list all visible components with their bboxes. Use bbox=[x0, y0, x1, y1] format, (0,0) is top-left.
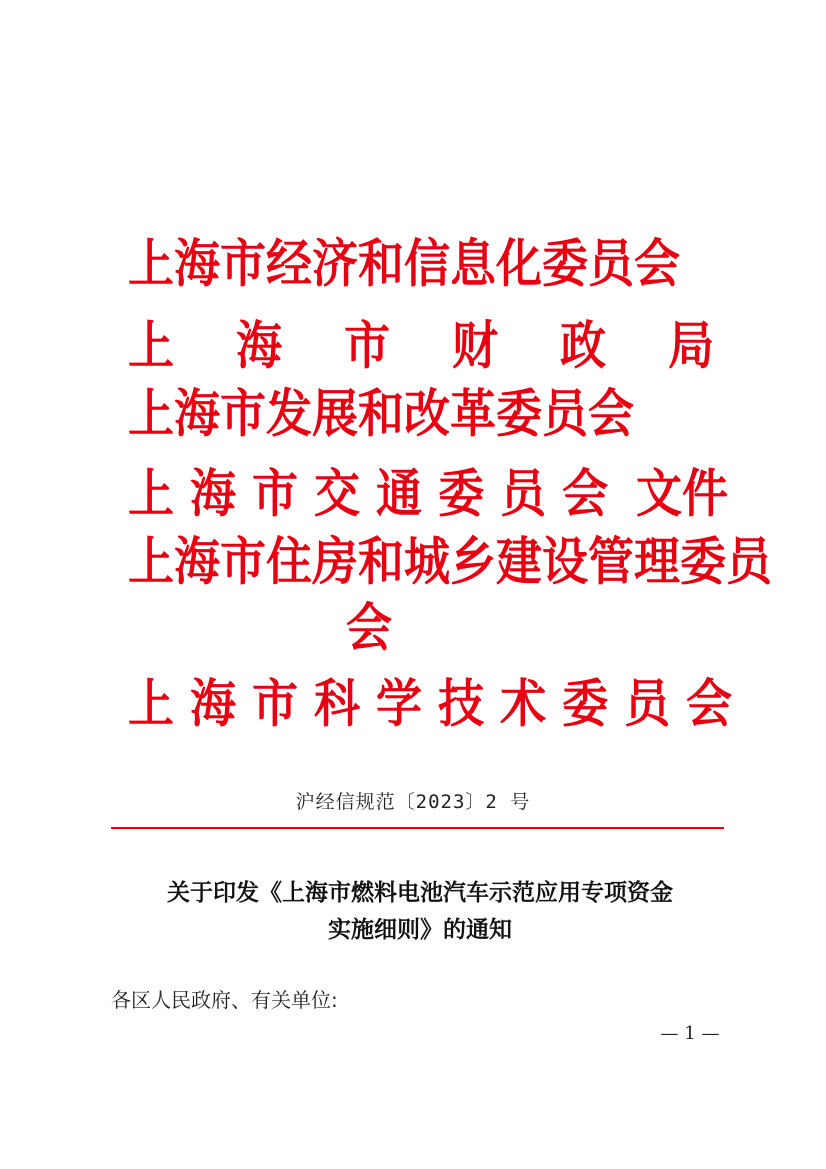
issuing-org-science-technology: 上 海 市 科 学 技 术 委 员 会 bbox=[128, 673, 733, 734]
red-divider-rule bbox=[111, 827, 724, 829]
issuing-org-economy-informatization: 上海市经济和信息化委员会 bbox=[128, 233, 680, 294]
salutation: 各区人民政府、有关单位: bbox=[111, 988, 338, 1012]
notice-title-line-2: 实施细则》的通知 bbox=[328, 916, 512, 943]
document-number: 沪经信规范〔2023〕2 号 bbox=[295, 791, 531, 813]
document-suffix-wenjian: 文件 bbox=[636, 463, 728, 524]
issuing-org-development-reform: 上海市发展和改革委员会 bbox=[128, 383, 634, 444]
issuing-org-housing-construction-continued: 会 bbox=[346, 597, 392, 658]
issuing-org-transportation: 上 海 市 交 通 委 员 会 bbox=[128, 463, 609, 524]
notice-title-line-1: 关于印发《上海市燃料电池汽车示范应用专项资金 bbox=[167, 879, 673, 906]
issuing-org-housing-construction: 上海市住房和城乡建设管理委员 bbox=[128, 531, 772, 592]
page-number: — 1 — bbox=[660, 1023, 720, 1044]
issuing-org-finance-bureau: 上 海 市 财 政 局 bbox=[128, 315, 715, 376]
